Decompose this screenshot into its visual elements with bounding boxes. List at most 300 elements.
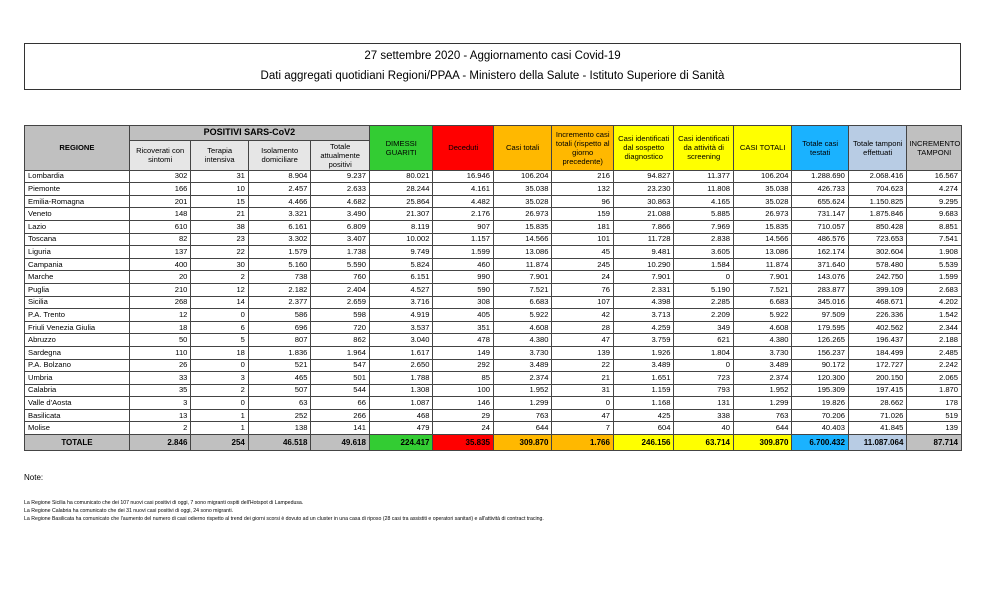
value-cell: 1.150.825 [848,195,906,208]
value-cell: 621 [674,334,734,347]
table-row [25,321,962,334]
value-cell: 6 [191,321,248,334]
value-cell: 283.877 [792,283,848,296]
value-cell: 11.874 [493,258,551,271]
value-cell: 1.804 [674,346,734,359]
value-cell: 184.499 [848,346,906,359]
value-cell: 26.973 [733,208,791,221]
value-cell: 45 [552,246,614,259]
value-cell: 210 [129,283,191,296]
value-cell: 1.299 [733,397,791,410]
value-cell: 0 [191,309,248,322]
value-cell: 6.151 [369,271,433,284]
col-header-casi-totali-2: CASI TOTALI [733,126,791,171]
value-cell: 738 [248,271,311,284]
value-cell: 425 [613,409,674,422]
value-cell: 21.088 [613,208,674,221]
value-cell: 35.038 [493,183,551,196]
col-header-dimessi: DIMESSI GUARITI [369,126,433,171]
region-name-cell: Umbria [25,372,130,385]
value-cell: 200.150 [848,372,906,385]
region-name-cell: P.A. Bolzano [25,359,130,372]
value-cell: 4.398 [613,296,674,309]
col-header-incremento: Incremento casi totali (rispetto al giorno precedente) [552,126,614,171]
value-cell: 20 [129,271,191,284]
value-cell: 731.147 [792,208,848,221]
region-name-cell: Molise [25,422,130,435]
table-row [25,271,962,284]
value-cell: 1.926 [613,346,674,359]
value-cell: 13.086 [733,246,791,259]
region-name-cell: Friuli Venezia Giulia [25,321,130,334]
region-name-cell: Abruzzo [25,334,130,347]
value-cell: 195.309 [792,384,848,397]
total-value-cell: 246.156 [613,435,674,451]
value-cell: 1.599 [907,271,962,284]
value-cell: 4.919 [369,309,433,322]
value-cell: 4.608 [733,321,791,334]
value-cell: 3.716 [369,296,433,309]
value-cell: 4.380 [493,334,551,347]
value-cell: 7.969 [674,220,734,233]
value-cell: 399.109 [848,283,906,296]
total-value-cell: 46.518 [248,435,311,451]
value-cell: 3.730 [493,346,551,359]
value-cell: 266 [311,409,370,422]
value-cell: 2.331 [613,283,674,296]
value-cell: 70.206 [792,409,848,422]
value-cell: 15.835 [493,220,551,233]
value-cell: 338 [674,409,734,422]
value-cell: 11.377 [674,170,734,183]
value-cell: 655.624 [792,195,848,208]
value-cell: 101 [552,233,614,246]
value-cell: 5.824 [369,258,433,271]
value-cell: 501 [311,372,370,385]
table-row [25,246,962,259]
total-value-cell: 2.846 [129,435,191,451]
value-cell: 14.566 [493,233,551,246]
value-cell: 3.407 [311,233,370,246]
table-row [25,170,962,183]
value-cell: 139 [907,422,962,435]
col-header-isolamento: Isolamento domiciliare [248,140,311,170]
col-header-ricoverati: Ricoverati con sintomi [129,140,191,170]
value-cell: 4.161 [433,183,494,196]
value-cell: 302 [129,170,191,183]
value-cell: 71.026 [848,409,906,422]
value-cell: 2.209 [674,309,734,322]
value-cell: 2.374 [733,372,791,385]
region-name-cell: Sardegna [25,346,130,359]
value-cell: 29 [433,409,494,422]
value-cell: 850.428 [848,220,906,233]
value-cell: 12 [129,309,191,322]
total-value-cell: 11.087.064 [848,435,906,451]
region-name-cell: Veneto [25,208,130,221]
value-cell: 159 [552,208,614,221]
value-cell: 38 [191,220,248,233]
table-row [25,346,962,359]
value-cell: 11.808 [674,183,734,196]
value-cell: 85 [433,372,494,385]
col-header-tamponi: Totale tamponi effettuati [848,126,906,171]
value-cell: 1.964 [311,346,370,359]
col-header-deceduti: Deceduti [433,126,494,171]
value-cell: 31 [552,384,614,397]
value-cell: 610 [129,220,191,233]
value-cell: 28.244 [369,183,433,196]
value-cell: 3.302 [248,233,311,246]
value-cell: 156.237 [792,346,848,359]
value-cell: 14.566 [733,233,791,246]
value-cell: 723.653 [848,233,906,246]
value-cell: 1.584 [674,258,734,271]
col-header-casi-totali: Casi totali [493,126,551,171]
value-cell: 15.835 [733,220,791,233]
page-title-box [24,43,961,90]
value-cell: 22 [552,359,614,372]
value-cell: 402.562 [848,321,906,334]
value-cell: 12 [191,283,248,296]
value-cell: 710.057 [792,220,848,233]
value-cell: 598 [311,309,370,322]
total-row [25,435,962,451]
value-cell: 5.190 [674,283,734,296]
value-cell: 578.480 [848,258,906,271]
table-body [25,170,962,450]
value-cell: 90.172 [792,359,848,372]
value-cell: 66 [311,397,370,410]
value-cell: 720 [311,321,370,334]
value-cell: 4.274 [907,183,962,196]
value-cell: 166 [129,183,191,196]
region-name-cell: Piemonte [25,183,130,196]
total-value-cell: 63.714 [674,435,734,451]
value-cell: 126.265 [792,334,848,347]
value-cell: 28.662 [848,397,906,410]
value-cell: 3.713 [613,309,674,322]
value-cell: 82 [129,233,191,246]
value-cell: 106.204 [733,170,791,183]
value-cell: 120.300 [792,372,848,385]
value-cell: 3.730 [733,346,791,359]
value-cell: 252 [248,409,311,422]
value-cell: 201 [129,195,191,208]
value-cell: 371.640 [792,258,848,271]
value-cell: 21 [552,372,614,385]
table-row [25,384,962,397]
value-cell: 50 [129,334,191,347]
col-header-attualmente-positivi: Totale attualmente positivi [311,140,370,170]
value-cell: 519 [907,409,962,422]
value-cell: 1.738 [311,246,370,259]
value-cell: 94.827 [613,170,674,183]
value-cell: 308 [433,296,494,309]
value-cell: 0 [674,359,734,372]
table-row [25,334,962,347]
value-cell: 2.457 [248,183,311,196]
value-cell: 3.321 [248,208,311,221]
value-cell: 704.623 [848,183,906,196]
value-cell: 1.299 [493,397,551,410]
value-cell: 107 [552,296,614,309]
value-cell: 3 [129,397,191,410]
value-cell: 15 [191,195,248,208]
value-cell: 2 [191,271,248,284]
value-cell: 5 [191,334,248,347]
value-cell: 2.659 [311,296,370,309]
value-cell: 23 [191,233,248,246]
value-cell: 4.482 [433,195,494,208]
value-cell: 132 [552,183,614,196]
region-name-cell: Emilia-Romagna [25,195,130,208]
value-cell: 2.633 [311,183,370,196]
value-cell: 110 [129,346,191,359]
value-cell: 4.259 [613,321,674,334]
table-row [25,296,962,309]
table-row [25,220,962,233]
value-cell: 1.168 [613,397,674,410]
region-name-cell: Lazio [25,220,130,233]
value-cell: 24 [552,271,614,284]
table-row [25,359,962,372]
value-cell: 148 [129,208,191,221]
value-cell: 10.002 [369,233,433,246]
region-name-cell: Valle d'Aosta [25,397,130,410]
value-cell: 2.838 [674,233,734,246]
value-cell: 172.727 [848,359,906,372]
value-cell: 19.826 [792,397,848,410]
value-cell: 351 [433,321,494,334]
value-cell: 63 [248,397,311,410]
value-cell: 28 [552,321,614,334]
value-cell: 604 [613,422,674,435]
value-cell: 216 [552,170,614,183]
value-cell: 16.567 [907,170,962,183]
value-cell: 100 [433,384,494,397]
value-cell: 2.374 [493,372,551,385]
value-cell: 0 [552,397,614,410]
value-cell: 2.065 [907,372,962,385]
table-row [25,309,962,322]
value-cell: 7.901 [493,271,551,284]
value-cell: 14 [191,296,248,309]
value-cell: 1.599 [433,246,494,259]
value-cell: 245 [552,258,614,271]
value-cell: 5.539 [907,258,962,271]
value-cell: 2.650 [369,359,433,372]
value-cell: 42 [552,309,614,322]
value-cell: 479 [369,422,433,435]
table-row [25,208,962,221]
value-cell: 6.683 [733,296,791,309]
col-header-terapia: Terapia intensiva [191,140,248,170]
value-cell: 460 [433,258,494,271]
value-cell: 179.595 [792,321,848,334]
value-cell: 9.683 [907,208,962,221]
table-row [25,258,962,271]
value-cell: 5.590 [311,258,370,271]
value-cell: 723 [674,372,734,385]
value-cell: 1.157 [433,233,494,246]
value-cell: 40.403 [792,422,848,435]
value-cell: 1.788 [369,372,433,385]
value-cell: 1.308 [369,384,433,397]
value-cell: 21 [191,208,248,221]
value-cell: 226.336 [848,309,906,322]
value-cell: 106.204 [493,170,551,183]
col-header-testati: Totale casi testati [792,126,848,171]
value-cell: 349 [674,321,734,334]
col-header-incremento-tamponi: INCREMENTO TAMPONI [907,126,962,171]
value-cell: 30 [191,258,248,271]
value-cell: 763 [493,409,551,422]
value-cell: 0 [191,359,248,372]
value-cell: 2.377 [248,296,311,309]
value-cell: 3.490 [311,208,370,221]
value-cell: 3 [191,372,248,385]
notes-label: Note: [24,473,44,482]
value-cell: 2.485 [907,346,962,359]
value-cell: 760 [311,271,370,284]
value-cell: 1 [191,422,248,435]
value-cell: 138 [248,422,311,435]
value-cell: 1.875.846 [848,208,906,221]
note-line: La Regione Sicilia ha comunicato che dei 107 nuovi casi positivi di oggi, 7 sono migranti ospiti dell'Hotspot di Lampedusa. [24,500,304,506]
col-header-sospetto: Casi identificati dal sospetto diagnostico [613,126,674,171]
value-cell: 23.230 [613,183,674,196]
value-cell: 35.038 [733,183,791,196]
value-cell: 1.836 [248,346,311,359]
value-cell: 2 [191,384,248,397]
value-cell: 345.016 [792,296,848,309]
table-row [25,397,962,410]
table-row [25,233,962,246]
value-cell: 426.733 [792,183,848,196]
value-cell: 2.683 [907,283,962,296]
value-cell: 1.952 [733,384,791,397]
value-cell: 1.870 [907,384,962,397]
value-cell: 8.119 [369,220,433,233]
value-cell: 8.851 [907,220,962,233]
value-cell: 544 [311,384,370,397]
value-cell: 486.576 [792,233,848,246]
value-cell: 5.885 [674,208,734,221]
value-cell: 7.901 [733,271,791,284]
value-cell: 507 [248,384,311,397]
region-name-cell: Puglia [25,283,130,296]
value-cell: 9.237 [311,170,370,183]
value-cell: 3.489 [493,359,551,372]
value-cell: 478 [433,334,494,347]
value-cell: 1.288.690 [792,170,848,183]
value-cell: 41.845 [848,422,906,435]
value-cell: 97.509 [792,309,848,322]
value-cell: 1.651 [613,372,674,385]
value-cell: 862 [311,334,370,347]
value-cell: 644 [733,422,791,435]
value-cell: 131 [674,397,734,410]
notes-section [24,473,544,523]
value-cell: 80.021 [369,170,433,183]
value-cell: 6.809 [311,220,370,233]
value-cell: 0 [674,271,734,284]
total-value-cell: 309.870 [733,435,791,451]
value-cell: 21.307 [369,208,433,221]
value-cell: 2.285 [674,296,734,309]
value-cell: 696 [248,321,311,334]
note-line: La Regione Calabria ha comunicato che dei 31 nuovi casi positivi di oggi, 24 sono migranti. [24,508,234,514]
value-cell: 644 [493,422,551,435]
region-name-cell: Basilicata [25,409,130,422]
value-cell: 7.521 [733,283,791,296]
value-cell: 22 [191,246,248,259]
table-row [25,195,962,208]
value-cell: 4.682 [311,195,370,208]
value-cell: 521 [248,359,311,372]
value-cell: 4.527 [369,283,433,296]
value-cell: 10.290 [613,258,674,271]
value-cell: 1.908 [907,246,962,259]
value-cell: 4.466 [248,195,311,208]
value-cell: 9.295 [907,195,962,208]
value-cell: 40 [674,422,734,435]
value-cell: 181 [552,220,614,233]
value-cell: 5.922 [493,309,551,322]
group-header-positivi: POSITIVI SARS-CoV2 [129,126,369,141]
value-cell: 302.604 [848,246,906,259]
value-cell: 16.946 [433,170,494,183]
value-cell: 1.952 [493,384,551,397]
value-cell: 793 [674,384,734,397]
value-cell: 30.863 [613,195,674,208]
value-cell: 5.160 [248,258,311,271]
value-cell: 1.159 [613,384,674,397]
total-value-cell: 309.870 [493,435,551,451]
value-cell: 146 [433,397,494,410]
value-cell: 31 [191,170,248,183]
value-cell: 1.087 [369,397,433,410]
value-cell: 468 [369,409,433,422]
region-name-cell: Toscana [25,233,130,246]
value-cell: 2.068.416 [848,170,906,183]
value-cell: 3.489 [613,359,674,372]
total-value-cell: 35.835 [433,435,494,451]
region-name-cell: P.A. Trento [25,309,130,322]
value-cell: 26.973 [493,208,551,221]
value-cell: 9.749 [369,246,433,259]
value-cell: 586 [248,309,311,322]
value-cell: 137 [129,246,191,259]
value-cell: 547 [311,359,370,372]
region-name-cell: Marche [25,271,130,284]
region-name-cell: Lombardia [25,170,130,183]
total-label-cell: TOTALE [25,435,130,451]
col-header-screening: Casi identificati da attività di screening [674,126,734,171]
value-cell: 763 [733,409,791,422]
value-cell: 2.344 [907,321,962,334]
value-cell: 10 [191,183,248,196]
region-name-cell: Calabria [25,384,130,397]
value-cell: 1 [191,409,248,422]
value-cell: 465 [248,372,311,385]
value-cell: 2.182 [248,283,311,296]
value-cell: 197.415 [848,384,906,397]
value-cell: 6.683 [493,296,551,309]
value-cell: 9.481 [613,246,674,259]
value-cell: 47 [552,334,614,347]
